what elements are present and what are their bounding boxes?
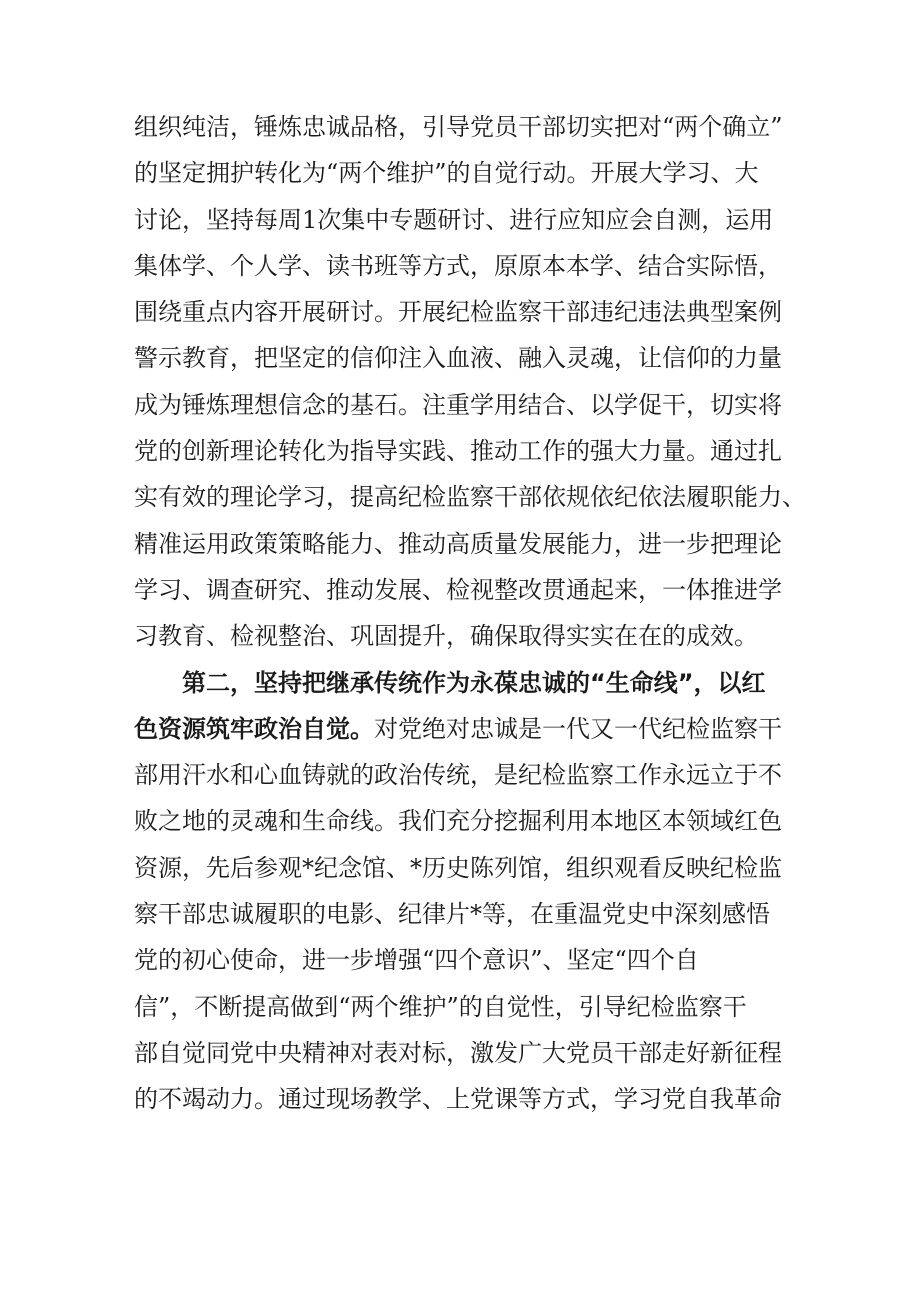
paragraph-line: 围绕重点内容开展研讨。开展纪检监察干部违纪违法典型案例 xyxy=(134,298,782,327)
paragraph-line: 党的创新理论转化为指导实践、推动工作的强大力量。通过扎 xyxy=(134,437,782,466)
paragraph-line: 察干部忠诚履职的电影、纪律片*等，在重温党史中深刻感悟 xyxy=(134,900,770,929)
document-body xyxy=(134,104,806,1123)
paragraph-line: 部自觉同党中央精神对表对标，激发广大党员干部走好新征程 xyxy=(134,1038,782,1067)
paragraph-line: 部用汗水和心血铸就的政治传统，是纪检监察工作永远立于不 xyxy=(134,761,782,790)
paragraph-line: 学习、调查研究、推动发展、检视整改贯通起来，一体推进学 xyxy=(134,575,782,604)
paragraph-line: 成为锤炼理想信念的基石。注重学用结合、以学促干，切实将 xyxy=(134,390,782,419)
paragraph-line: 习教育、检视整治、巩固提升，确保取得实实在在的成效。 xyxy=(134,622,758,651)
paragraph-line: 的坚定拥护转化为“两个维护”的自觉行动。开展大学习、大 xyxy=(134,159,759,188)
paragraph-line: 党的初心使命，进一步增强“四个意识”、坚定“四个自 xyxy=(134,946,699,975)
paragraph-line: 讨论，坚持每周1次集中专题研讨、进行应知应会自测，运用 xyxy=(134,205,774,234)
paragraph-line: 败之地的灵魂和生命线。我们充分挖掘利用本地区本领域红色 xyxy=(134,807,782,836)
paragraph-line: 警示教育，把坚定的信仰注入血液、融入灵魂，让信仰的力量 xyxy=(134,344,782,373)
paragraph-line: 组织纯洁，锤炼忠诚品格，引导党员干部切实把对“两个确立” xyxy=(134,113,783,141)
section-heading: 第二，坚持把继承传统作为永葆忠诚的“生命线”，以红 xyxy=(182,668,766,697)
paragraph-line: 实有效的理论学习，提高纪检监察干部依规依纪依法履职能力、 xyxy=(134,483,806,512)
paragraph-line: 的不竭动力。通过现场教学、上党课等方式，学习党自我革命 xyxy=(134,1085,782,1114)
section-heading-continuation xyxy=(134,706,794,752)
section-text: 对党绝对忠诚是一代又一代纪检监察干 xyxy=(374,714,782,743)
paragraph-line: 集体学、个人学、读书班等方式，原原本本学、结合实际悟， xyxy=(134,251,782,280)
paragraph-line: 精准运用政策策略能力、推动高质量发展能力，进一步把理论 xyxy=(134,529,782,558)
section-heading-bold: 色资源筑牢政治自觉。 xyxy=(134,714,374,743)
paragraph-line: 信”，不断提高做到“两个维护”的自觉性，引导纪检监察干 xyxy=(134,992,747,1021)
paragraph-line: 资源，先后参观*纪念馆、*历史陈列馆，组织观看反映纪检监 xyxy=(134,853,782,882)
